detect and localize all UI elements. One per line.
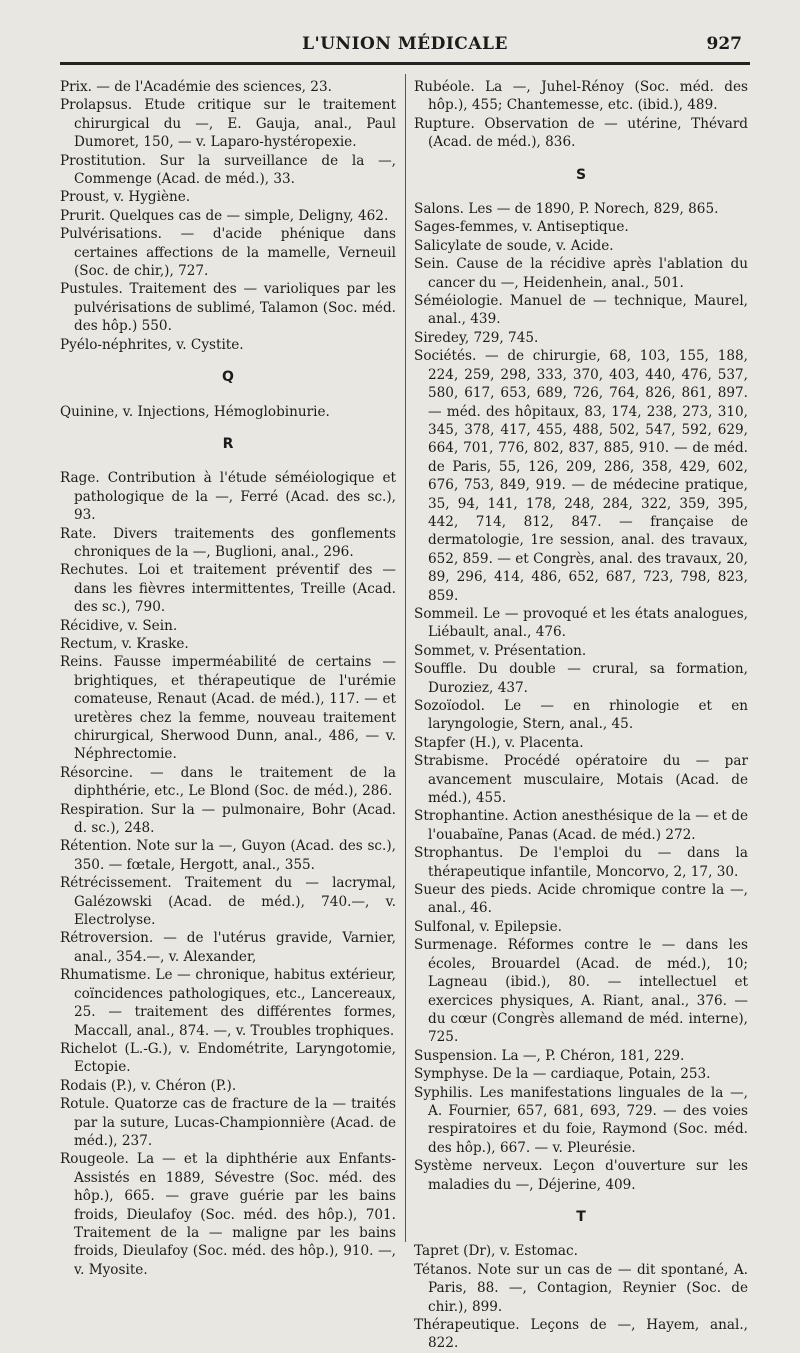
right-column	[414, 78, 748, 1353]
index-entry: Salicylate de soude, v. Acide.	[414, 237, 614, 254]
index-entry: Reins. Fausse imperméabilité de certains — brightiques, et thérapeutique de l'urémie comateuse, Renaut (Acad. de méd.), 117. — et uretères chez la femme, nouveau traitement chirurgical, Sherwood Dunn, anal., 486, — v. Néphrectomie.	[60, 654, 396, 763]
index-entry: Strophantus. De l'emploi du — dans la thérapeutique infantile, Moncorvo, 2, 17, 30.	[414, 845, 748, 880]
index-entry: Rétention. Note sur la —, Guyon (Acad. des sc.), 350. — fœtale, Hergott, anal., 355.	[60, 838, 396, 873]
index-entry: Salons. Les — de 1890, P. Norech, 829, 865.	[414, 201, 719, 218]
index-entry: Rate. Divers traitements des gonflements chroniques de la —, Buglioni, anal., 296.	[60, 525, 396, 560]
index-entry: Récidive, v. Sein.	[60, 617, 178, 634]
index-entry: Prix. — de l'Académie des sciences, 23.	[60, 79, 332, 95]
index-entry: Quinine, v. Injections, Hémoglobinurie.	[60, 403, 330, 420]
page-number: 927	[706, 34, 742, 54]
section-letter-t: T	[576, 1208, 586, 1225]
index-entry: Syphilis. Les manifestations linguales de la —, A. Fournier, 657, 681, 693, 729. — des voies respiratoires et du foie, Raymond (Soc. méd. des hôp.), 667. — v. Pleurésie.	[414, 1084, 748, 1156]
index-entry: Siredey, 729, 745.	[414, 329, 539, 346]
index-entry: Strophantine. Action anesthésique de la — et de l'ouabaïne, Panas (Acad. de méd.) 272.	[414, 808, 748, 843]
entries-r-cont	[414, 78, 748, 152]
index-entry: Stapfer (H.), v. Placenta.	[414, 734, 584, 751]
index-entry: Rhumatisme. Le — chronique, habitus extérieur, coïncidences pathologiques, etc., Lancereaux, 25. — traitement des différentes formes, Maccall, anal., 874. —, v. Troubles trophiques.	[60, 967, 396, 1039]
column-divider	[405, 74, 406, 1242]
entries-q	[60, 403, 396, 421]
index-entry: Pustules. Traitement des — varioliques par les pulvérisations de sublimé, Talamon (Soc. méd. des hôp.) 550.	[60, 281, 396, 335]
index-entry: Richelot (L.-G.), v. Endométrite, Laryngotomie, Ectopie.	[60, 1040, 396, 1076]
index-entry: Sages-femmes, v. Antiseptique.	[414, 219, 629, 236]
index-entry: Sociétés. — de chirurgie, 68, 103, 155, 188, 224, 259, 298, 333, 370, 403, 440, 476, 537, 580, 617, 653, 689, 726, 764, 826, 861, 897. — méd. des hôpitaux, 83, 174, 238, 273, 310, 345, 378, 417, 455, 488, 502, 547, 592, 629, 664, 701, 776, 802, 837, 885, 910. — de méd. de Paris, 55, 126, 209, 286, 358, 429, 602, 676, 753, 849, 919. — de médecine pratique, 35, 94, 141, 178, 248, 284, 322, 359, 395, 442, 714, 812, 847. — française de dermatologie, 1re session, anal. des travaux, 652, 859. — et Congrès, anal. des travaux, 20, 89, 296, 414, 486, 652, 687, 723, 798, 823, 859.	[414, 348, 748, 604]
section-letter-s: S	[575, 166, 587, 183]
index-entry: Pulvérisations. — d'acide phénique dans certaines affections de la mamelle, Verneuil (Soc. de chir,), 727.	[60, 226, 396, 280]
index-entry: Prolapsus. Etude critique sur le traitement chirurgical du —, E. Gauja, anal., Paul Dumoret, 150, — v. Laparo-hystéropexie.	[60, 97, 396, 151]
index-entry: Résorcine. — dans le traitement de la diphthérie, etc., Le Blond (Soc. de méd.), 286.	[60, 764, 396, 800]
entries-p	[60, 78, 396, 354]
index-entry: Strabisme. Procédé opératoire du — par avancement musculaire, Motais (Acad. de méd.), 455.	[414, 753, 748, 807]
section-letter-r: R	[222, 435, 234, 452]
index-entry: Rubéole. La —, Juhel-Rénoy (Soc. méd. des hôp.), 455; Chantemesse, etc. (ibid.), 489.	[414, 79, 748, 114]
index-entry: Souffle. Du double — crural, sa formation, Duroziez, 437.	[414, 661, 748, 696]
index-entry: Rétrécissement. Traitement du — lacrymal, Galézowski (Acad. de méd.), 740.—, v. Electrolyse.	[60, 875, 396, 929]
index-entry: Rodais (P.), v. Chéron (P.).	[60, 1077, 237, 1094]
index-entry: Sueur des pieds. Acide chromique contre la —, anal., 46.	[414, 882, 748, 917]
entries-s	[414, 200, 748, 1194]
index-entry: Tapret (Dr), v. Estomac.	[414, 1243, 578, 1260]
index-entry: Rage. Contribution à l'étude séméiologique et pathologique de la —, Ferré (Acad. des sc.), 93.	[60, 470, 396, 524]
index-entry: Tétanos. Note sur un cas de — dit spontané, A. Paris, 88. —, Contagion, Reynier (Soc. de chir.), 899.	[414, 1261, 748, 1315]
section-letter-q: Q	[222, 369, 234, 386]
page-header	[60, 34, 750, 58]
index-entry: Respiration. Sur la — pulmonaire, Bohr (Acad. d. sc.), 248.	[60, 801, 396, 837]
index-entry: Sulfonal, v. Epilepsie.	[414, 918, 562, 935]
index-entry: Rupture. Observation de — utérine, Thévard (Acad. de méd.), 836.	[414, 115, 748, 151]
index-entry: Sommeil. Le — provoqué et les états analogues, Liébault, anal., 476.	[414, 605, 748, 641]
index-entry: Prurit. Quelques cas de — simple, Deligny, 462.	[60, 207, 389, 224]
entries-r	[60, 469, 396, 1279]
index-entry: Suspension. La —, P. Chéron, 181, 229.	[414, 1047, 685, 1064]
index-entry: Sommet, v. Présentation.	[414, 642, 587, 659]
index-entry: Sein. Cause de la récidive après l'ablation du cancer du —, Heidenhein, anal., 501.	[414, 256, 748, 291]
index-entry: Pyélo-néphrites, v. Cystite.	[60, 336, 244, 353]
index-entry: Thérapeutique. Leçons de —, Hayem, anal., 822.	[414, 1317, 748, 1352]
index-entry: Symphyse. De la — cardiaque, Potain, 253.	[414, 1066, 711, 1083]
index-entry: Rechutes. Loi et traitement préventif des — dans les fièvres intermittentes, Treille (Acad. des sc.), 790.	[60, 562, 396, 616]
index-entry: Proust, v. Hygiène.	[60, 189, 191, 206]
index-entry: Rectum, v. Kraske.	[60, 635, 189, 652]
index-entry: Sozoïodol. Le — en rhinologie et en laryngologie, Stern, anal., 45.	[414, 698, 748, 733]
entries-t	[414, 1242, 748, 1352]
index-entry: Prostitution. Sur la surveillance de la —, Commenge (Acad. de méd.), 33.	[60, 152, 396, 188]
index-entry: Rotule. Quatorze cas de fracture de la — traités par la suture, Lucas-Championnière (Acad. de méd.), 237.	[60, 1096, 396, 1149]
running-title: L'UNION MÉDICALE	[302, 34, 508, 54]
left-column	[60, 78, 396, 1279]
index-entry: Surmenage. Réformes contre le — dans les écoles, Brouardel (Acad. de méd.), 10; Lagneau (ibid.), 80. — intellectuel et exercices physiques, A. Riant, anal., 376. — du cœur (Congrès allemand de méd. interne), 725.	[414, 937, 748, 1046]
index-entry: Rétroversion. — de l'utérus gravide, Varnier, anal., 354.—, v. Alexander,	[60, 930, 396, 965]
index-entry: Rougeole. La — et la diphthérie aux Enfants-Assistés en 1889, Sévestre (Soc. méd. des hôp.), 665. — grave guérie par les bains froids, Dieulafoy (Soc. méd. des hôp.), 701. Traitement de la — maligne par les bains froids, Dieulafoy (Soc. méd. des hôp.), 910. —, v. Myosite.	[60, 1151, 396, 1278]
index-entry: Séméiologie. Manuel de — technique, Maurel, anal., 439.	[414, 293, 748, 328]
index-entry: Système nerveux. Leçon d'ouverture sur les maladies du —, Déjerine, 409.	[414, 1158, 748, 1193]
header-rule	[60, 62, 750, 65]
